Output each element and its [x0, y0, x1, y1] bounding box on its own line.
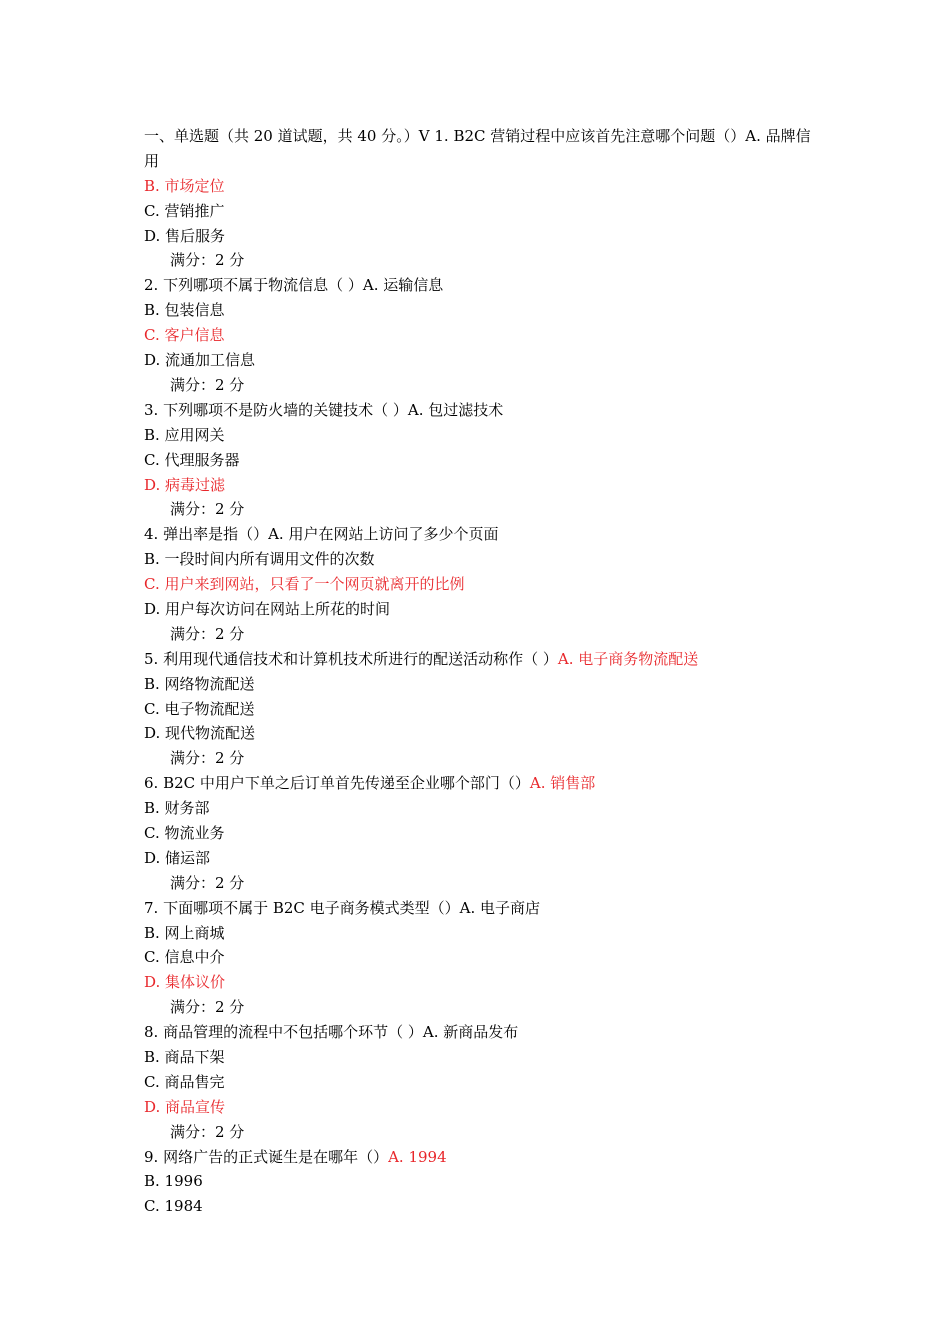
question-2-option-c: C. 客户信息	[144, 326, 225, 345]
question-3-option-c: C. 代理服务器	[144, 450, 240, 469]
question-1-option-a: A. 品牌信用	[144, 127, 811, 170]
question-4-option-c: C. 用户来到网站，只看了一个网页就离开的比例	[144, 575, 465, 594]
question-6-option-d: D. 储运部	[144, 848, 211, 867]
question-8-option-b: B. 商品下架	[144, 1047, 225, 1066]
question-1-text: 1. B2C 营销过程中应该首先注意哪个问题（）	[434, 127, 746, 145]
question-4-option-a: A. 用户在网站上访问了多少个页面	[268, 525, 499, 544]
question-1-option-c: C. 营销推广	[144, 201, 225, 220]
question-5-option-b: B. 网络物流配送	[144, 674, 255, 693]
question-5-score: 满分：2 分	[170, 749, 245, 768]
question-5-option-d: D. 现代物流配送	[144, 724, 256, 743]
question-5-option-a: A. 电子商务物流配送	[557, 649, 699, 668]
question-4-text: 4. 弹出率是指（）	[144, 525, 269, 544]
question-7-option-b: B. 网上商城	[144, 923, 225, 942]
question-2-option-d: D. 流通加工信息	[144, 351, 256, 370]
question-9-text: 9. 网络广告的正式诞生是在哪年（）	[144, 1147, 389, 1166]
section-title: 一、单选题（共 20 道试题，共 40 分。）V	[144, 127, 430, 145]
question-5-text: 5. 利用现代通信技术和计算机技术所进行的配送活动称作（ ）	[144, 649, 558, 668]
question-2-line	[144, 273, 824, 298]
question-7-option-a: A. 电子商店	[459, 898, 541, 917]
question-3-text: 3. 下列哪项不是防火墙的关键技术（ ）	[144, 400, 408, 419]
question-6-option-c: C. 物流业务	[144, 823, 225, 842]
question-2-option-b: B. 包装信息	[144, 301, 225, 320]
question-6-option-b: B. 财务部	[144, 799, 210, 818]
question-5-option-c: C. 电子物流配送	[144, 699, 255, 718]
question-1-line	[144, 124, 824, 174]
question-7-option-c: C. 信息中介	[144, 948, 225, 967]
question-6-line	[144, 771, 824, 796]
question-6-option-a: A. 销售部	[529, 774, 596, 793]
question-8-text: 8. 商品管理的流程中不包括哪个环节（ ）	[144, 1023, 423, 1042]
question-4-option-b: B. 一段时间内所有调用文件的次数	[144, 550, 375, 569]
question-3-score: 满分：2 分	[170, 500, 245, 519]
question-2-score: 满分：2 分	[170, 375, 245, 394]
question-3-option-d: D. 病毒过滤	[144, 475, 226, 494]
question-1-option-d: D. 售后服务	[144, 226, 226, 245]
question-6-score: 满分：2 分	[170, 873, 245, 892]
question-7-line	[144, 896, 824, 921]
question-3-line	[144, 398, 824, 423]
question-2-option-a: A. 运输信息	[362, 276, 444, 295]
question-9-option-b: B. 1996	[144, 1172, 203, 1191]
question-1-option-b: B. 市场定位	[144, 176, 225, 195]
question-7-score: 满分：2 分	[170, 998, 245, 1017]
question-8-score: 满分：2 分	[170, 1122, 245, 1141]
question-3-option-b: B. 应用网关	[144, 425, 225, 444]
document-page	[144, 124, 824, 1219]
question-3-option-a: A. 包过滤技术	[407, 400, 504, 419]
question-4-line	[144, 522, 824, 547]
question-5-line	[144, 647, 824, 672]
question-4-score: 满分：2 分	[170, 624, 245, 643]
question-8-option-c: C. 商品售完	[144, 1072, 225, 1091]
question-7-text: 7. 下面哪项不属于 B2C 电子商务模式类型（）	[144, 898, 460, 917]
question-2-text: 2. 下列哪项不属于物流信息（ ）	[144, 276, 363, 295]
question-9-line	[144, 1145, 824, 1170]
question-4-option-d: D. 用户每次访问在网站上所花的时间	[144, 599, 391, 618]
question-9-option-c: C. 1984	[144, 1197, 203, 1216]
question-8-option-a: A. 新商品发布	[422, 1023, 519, 1042]
question-6-text: 6. B2C 中用户下单之后订单首先传递至企业哪个部门（）	[144, 774, 530, 793]
question-9-option-a: A. 1994	[388, 1147, 447, 1166]
question-8-option-d: D. 商品宣传	[144, 1097, 226, 1116]
question-8-line	[144, 1020, 824, 1045]
question-7-option-d: D. 集体议价	[144, 973, 226, 992]
question-1-score: 满分：2 分	[170, 251, 245, 270]
